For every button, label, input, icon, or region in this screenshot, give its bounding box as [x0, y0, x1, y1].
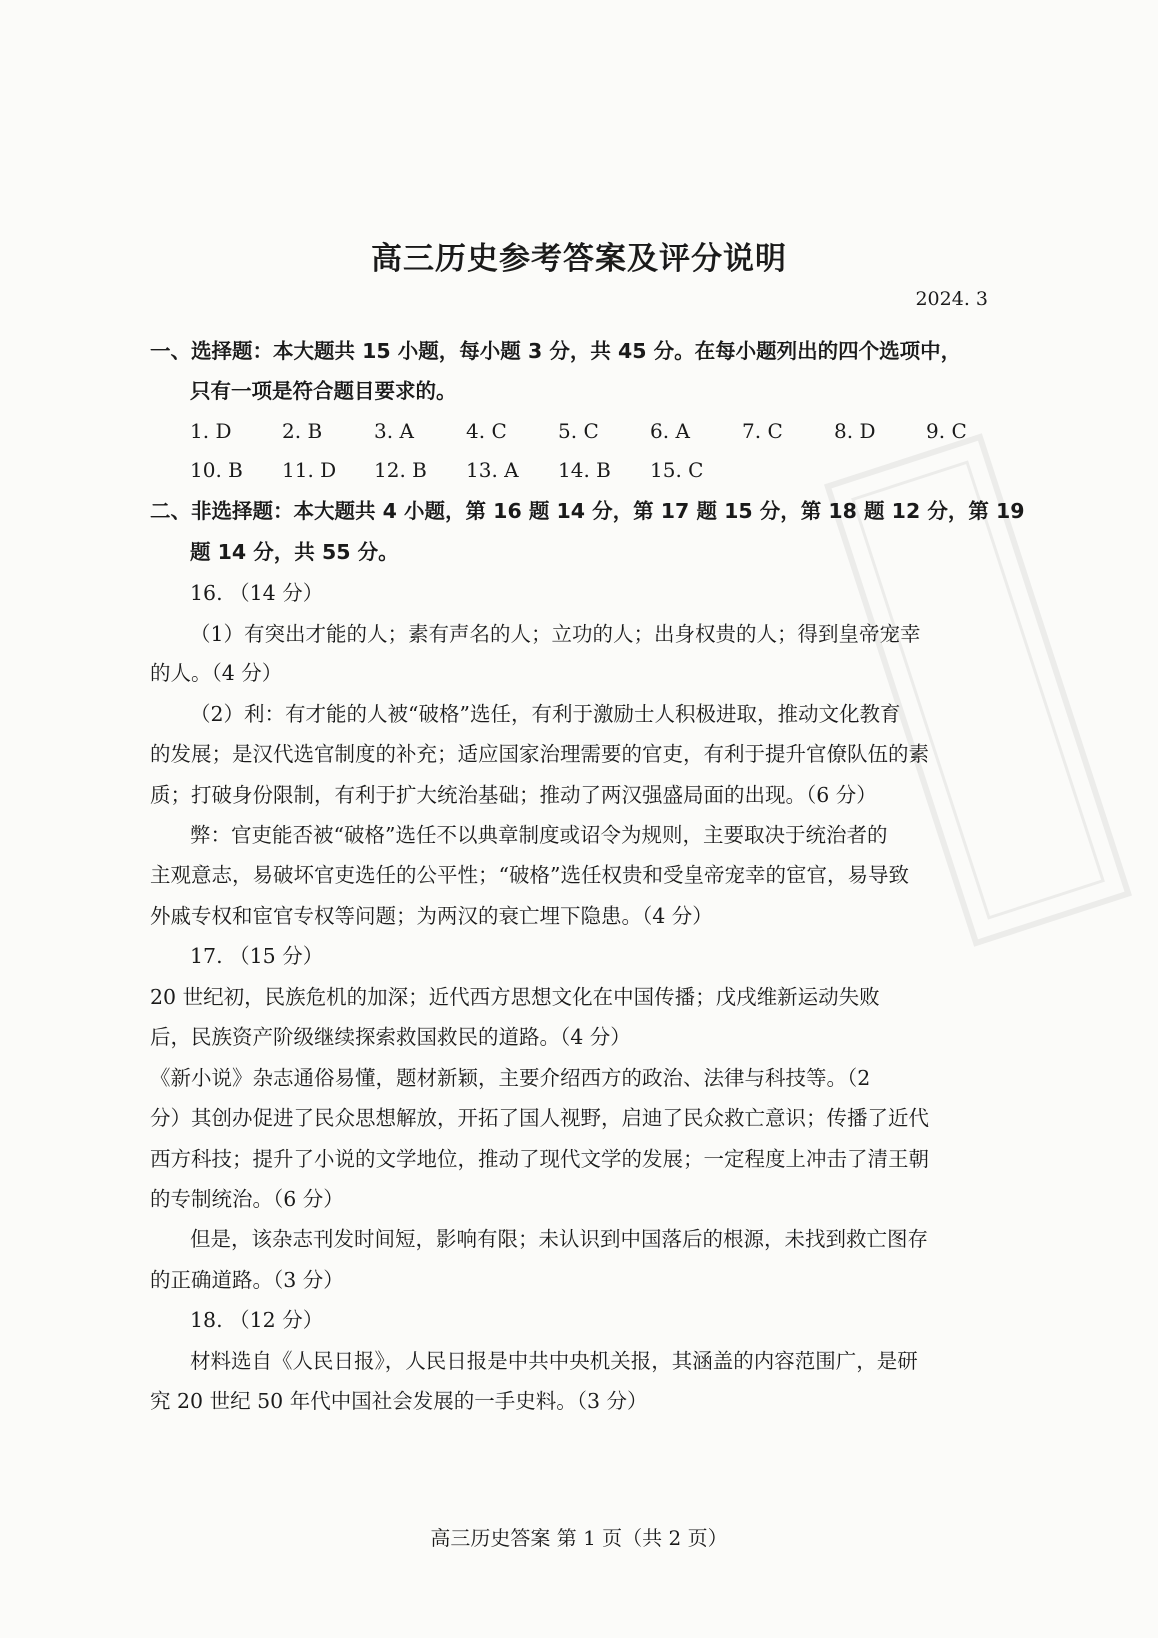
q18-heading: 18. （12 分）	[190, 1308, 324, 1332]
q17-text: 分）其创办促进了民众思想解放，开拓了国人视野，启迪了民众救亡意识；传播了近代	[150, 1106, 929, 1130]
q16-text: 弊：官吏能否被“破格”选任不以典章制度或诏令为规则，主要取决于统治者的	[190, 823, 888, 847]
q17-text: 后，民族资产阶级继续探索救国救民的道路。（4 分）	[150, 1025, 631, 1049]
answer-item: 14. B	[558, 458, 611, 482]
q16-text: 的发展；是汉代选官制度的补充；适应国家治理需要的官吏，有利于提升官僚队伍的素	[150, 742, 929, 766]
page-title: 高三历史参考答案及评分说明	[371, 241, 787, 277]
q18-text: 材料选自《人民日报》，人民日报是中共中央机关报，其涵盖的内容范围广，是研	[190, 1349, 918, 1373]
q16-text: （1）有突出才能的人；素有声名的人；立功的人；出身权贵的人；得到皇帝宠幸	[190, 622, 921, 646]
q16-text: 主观意志，易破坏官吏选任的公平性；“破格”选任权贵和受皇帝宠幸的宦官，易导致	[150, 863, 909, 887]
q16-text: 外戚专权和宦官专权等问题；为两汉的衰亡埋下隐患。（4 分）	[150, 904, 713, 928]
q16-heading: 16. （14 分）	[190, 581, 324, 605]
q17-text: 西方科技；提升了小说的文学地位，推动了现代文学的发展；一定程度上冲击了清王朝	[150, 1147, 929, 1171]
answer-item: 6. A	[650, 419, 690, 443]
answer-item: 5. C	[558, 419, 599, 443]
answer-row-2	[190, 458, 742, 482]
q17-text: 的专制统治。（6 分）	[150, 1187, 344, 1211]
q17-text: 但是，该杂志刊发时间短，影响有限；未认识到中国落后的根源，未找到救亡图存	[190, 1227, 928, 1251]
answer-item: 1. D	[190, 419, 232, 443]
answer-item: 12. B	[374, 458, 427, 482]
section2-heading: 二、非选择题：本大题共 4 小题，第 16 题 14 分，第 17 题 15 分，第 18 题 12 分，第 19	[150, 499, 1025, 523]
answer-item: 13. A	[466, 458, 519, 482]
answer-item: 3. A	[374, 419, 414, 443]
q17-text: 20 世纪初，民族危机的加深；近代西方思想文化在中国传播；戊戌维新运动失败	[150, 985, 880, 1009]
q17-text: 的正确道路。（3 分）	[150, 1268, 344, 1292]
section1-heading-cont: 只有一项是符合题目要求的。	[190, 379, 457, 403]
q17-text: 《新小说》杂志通俗易懂，题材新颖，主要介绍西方的政治、法律与科技等。（2	[150, 1066, 871, 1090]
answer-item: 11. D	[282, 458, 337, 482]
answer-item: 9. C	[926, 419, 967, 443]
q16-text: （2）利：有才能的人被“破格”选任，有利于激励士人积极进取，推动文化教育	[190, 702, 901, 726]
answer-item: 10. B	[190, 458, 243, 482]
answer-item: 7. C	[742, 419, 783, 443]
q17-heading: 17. （15 分）	[190, 944, 324, 968]
q16-text: 的人。（4 分）	[150, 661, 283, 685]
answer-item: 15. C	[650, 458, 704, 482]
answer-item: 8. D	[834, 419, 876, 443]
answer-item: 2. B	[282, 419, 323, 443]
section2-heading-cont: 题 14 分，共 55 分。	[190, 540, 399, 564]
q18-text: 究 20 世纪 50 年代中国社会发展的一手史料。（3 分）	[150, 1389, 648, 1413]
q16-text: 质；打破身份限制，有利于扩大统治基础；推动了两汉强盛局面的出现。（6 分）	[150, 783, 877, 807]
answer-item: 4. C	[466, 419, 507, 443]
section1-heading: 一、选择题：本大题共 15 小题，每小题 3 分，共 45 分。在每小题列出的四个选项中，	[150, 339, 962, 363]
answer-row-1	[190, 419, 1018, 443]
page-footer: 高三历史答案 第 1 页（共 2 页）	[430, 1526, 728, 1550]
exam-date: 2024. 3	[915, 288, 988, 310]
